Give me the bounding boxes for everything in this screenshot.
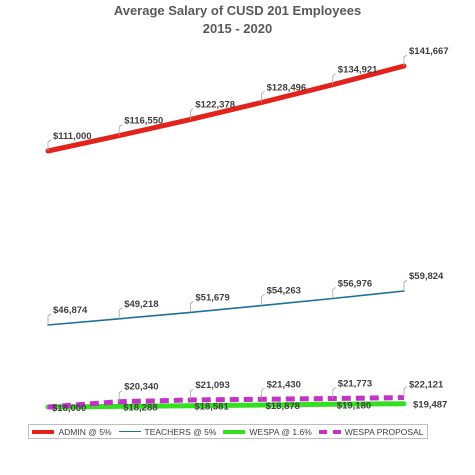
data-label-wespa-1-6: $18,878 bbox=[265, 401, 300, 413]
data-label-wespa-proposal: $21,093 bbox=[195, 380, 230, 392]
legend-item-wespa-1-6 bbox=[223, 427, 311, 437]
data-label-admin-5: $116,550 bbox=[124, 115, 164, 127]
label-leader-line bbox=[404, 280, 407, 291]
legend-label: WESPA PROPOSAL bbox=[344, 426, 424, 437]
legend-label: WESPA @ 1.6% bbox=[249, 426, 312, 437]
legend bbox=[28, 424, 428, 439]
label-leader-line bbox=[190, 301, 193, 312]
label-leader-line bbox=[404, 387, 407, 398]
legend-item-admin-5 bbox=[32, 427, 111, 437]
data-label-wespa-1-6: $18,288 bbox=[123, 402, 158, 414]
data-label-wespa-1-6: $18,000 bbox=[52, 403, 87, 414]
data-label-teachers-5: $54,263 bbox=[266, 285, 301, 297]
data-label-admin-5: $128,496 bbox=[266, 82, 307, 94]
legend-swatch bbox=[223, 430, 245, 434]
label-leader-line bbox=[48, 314, 51, 325]
label-leader-line bbox=[333, 287, 336, 298]
data-label-wespa-proposal: $22,121 bbox=[409, 379, 444, 391]
data-label-admin-5: $141,667 bbox=[409, 46, 449, 57]
data-label-wespa-proposal: $20,340 bbox=[124, 381, 159, 393]
legend-item-wespa-proposal bbox=[319, 427, 424, 437]
data-label-teachers-5: $49,218 bbox=[124, 298, 159, 310]
data-label-teachers-5: $56,976 bbox=[337, 278, 373, 290]
data-label-teachers-5: $51,679 bbox=[195, 292, 230, 304]
data-label-wespa-proposal: $21,430 bbox=[266, 379, 301, 391]
chart-title-line1: Average Salary of CUSD 201 Employees bbox=[113, 3, 362, 18]
data-label-admin-5: $122,378 bbox=[195, 99, 236, 111]
data-label-teachers-5: $59,824 bbox=[409, 271, 444, 282]
label-leader-line bbox=[119, 308, 122, 319]
label-leader-line bbox=[262, 295, 265, 306]
legend-swatch bbox=[32, 430, 54, 434]
data-label-wespa-1-6: $18,581 bbox=[194, 401, 229, 413]
chart-subtitle: 2015 - 2020 bbox=[202, 21, 273, 36]
legend-swatch bbox=[119, 431, 141, 432]
data-label-wespa-1-6: $19,180 bbox=[336, 400, 372, 412]
data-label-admin-5: $111,000 bbox=[53, 131, 92, 142]
legend-item-teachers-5 bbox=[119, 427, 217, 437]
legend-swatch bbox=[319, 430, 341, 434]
data-label-admin-5: $134,921 bbox=[337, 64, 378, 76]
data-label-wespa-1-6: $19,487 bbox=[413, 399, 448, 411]
data-label-teachers-5: $46,874 bbox=[53, 305, 88, 316]
legend-label: ADMIN @ 5% bbox=[58, 426, 112, 437]
legend-label: TEACHERS @ 5% bbox=[144, 426, 217, 437]
data-label-wespa-proposal: $21,773 bbox=[337, 378, 373, 390]
